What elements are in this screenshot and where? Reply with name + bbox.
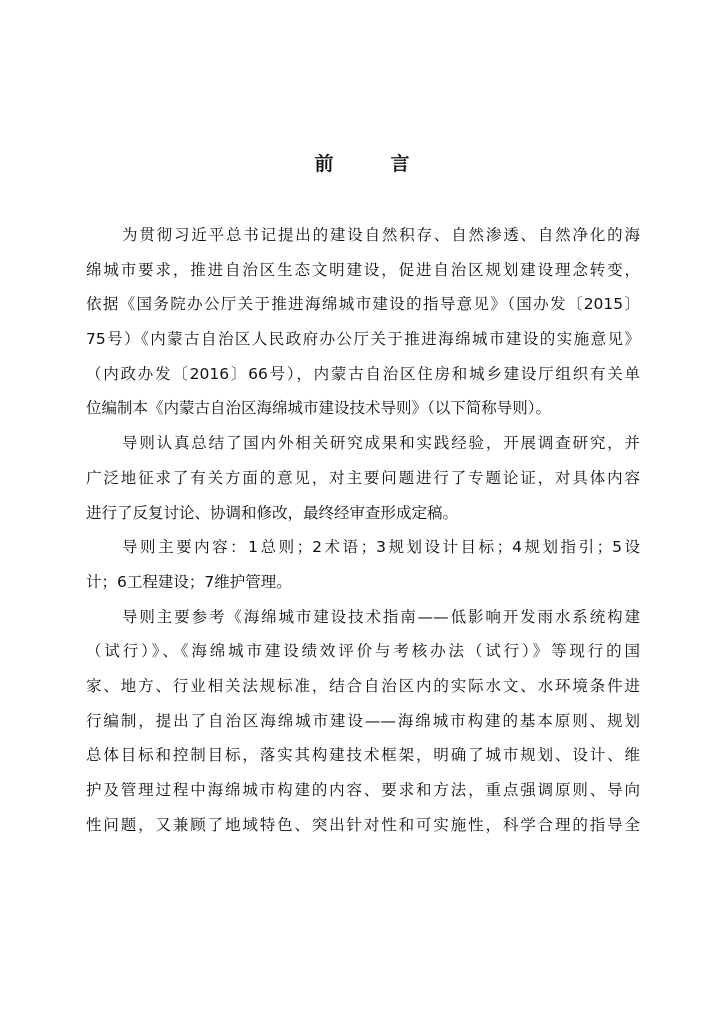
paragraph-2-line-2: 广泛地征求了有关方面的意见，对主要问题进行了专题论证，对具体内容: [86, 468, 640, 487]
paragraph-2-line-3: 进行了反复讨论、协调和修改，最终经审查形成定稿。: [86, 503, 459, 522]
paragraph-4-line-5: 总体目标和控制目标，落实其构建技术框架，明确了城市规划、设计、维: [86, 746, 640, 765]
page-title: 前 言: [314, 153, 410, 175]
paragraph-1-line-2: 绵城市要求，推进自治区生态文明建设，促进自治区规划建设理念转变，: [86, 260, 640, 279]
paragraph-2-line-1: 导则认真总结了国内外相关研究成果和实践经验，开展调查研究，并: [122, 434, 640, 453]
paragraph-4-line-2: （试行）》、《海绵城市建设绩效评价与考核办法（试行）》等现行的国: [86, 642, 640, 661]
paragraph-4-line-4: 行编制，提出了自治区海绵城市建设——海绵城市构建的基本原则、规划: [86, 711, 640, 730]
paragraph-1-line-5: （内政办发〔2016〕66号），内蒙古自治区住房和城乡建设厅组织有关单: [86, 364, 640, 383]
paragraph-1-line-1: 为贯彻习近平总书记提出的建设自然积存、自然渗透、自然净化的海: [122, 226, 640, 244]
paragraph-4-line-7: 性问题，又兼顾了地域特色、突出针对性和可实施性，科学合理的指导全: [86, 815, 640, 834]
paragraph-1-line-6: 位编制本《内蒙古自治区海绵城市建设技术导则》（以下简称导则）。: [86, 399, 552, 418]
body-text: [86, 218, 640, 842]
paragraph-1-line-3: 依据《国务院办公厅关于推进海绵城市建设的指导意见》（国办发〔2015〕: [86, 295, 640, 314]
paragraph-3-line-2: 计；6工程建设；7维护管理。: [86, 572, 292, 591]
paragraph-1-line-4: 75号）《内蒙古自治区人民政府办公厅关于推进海绵城市建设的实施意见》: [86, 330, 640, 349]
paragraph-3-line-1: 导则主要内容：1总则；2术语；3规划设计目标；4规划指引；5设: [122, 538, 640, 557]
paragraph-4-line-1: 导则主要参考《海绵城市建设技术指南——低影响开发雨水系统构建: [122, 607, 640, 626]
paragraph-4-line-3: 家、地方、行业相关法规标准，结合自治区内的实际水文、水环境条件进: [86, 676, 640, 695]
paragraph-4-line-6: 护及管理过程中海绵城市构建的内容、要求和方法，重点强调原则、导向: [86, 781, 640, 799]
